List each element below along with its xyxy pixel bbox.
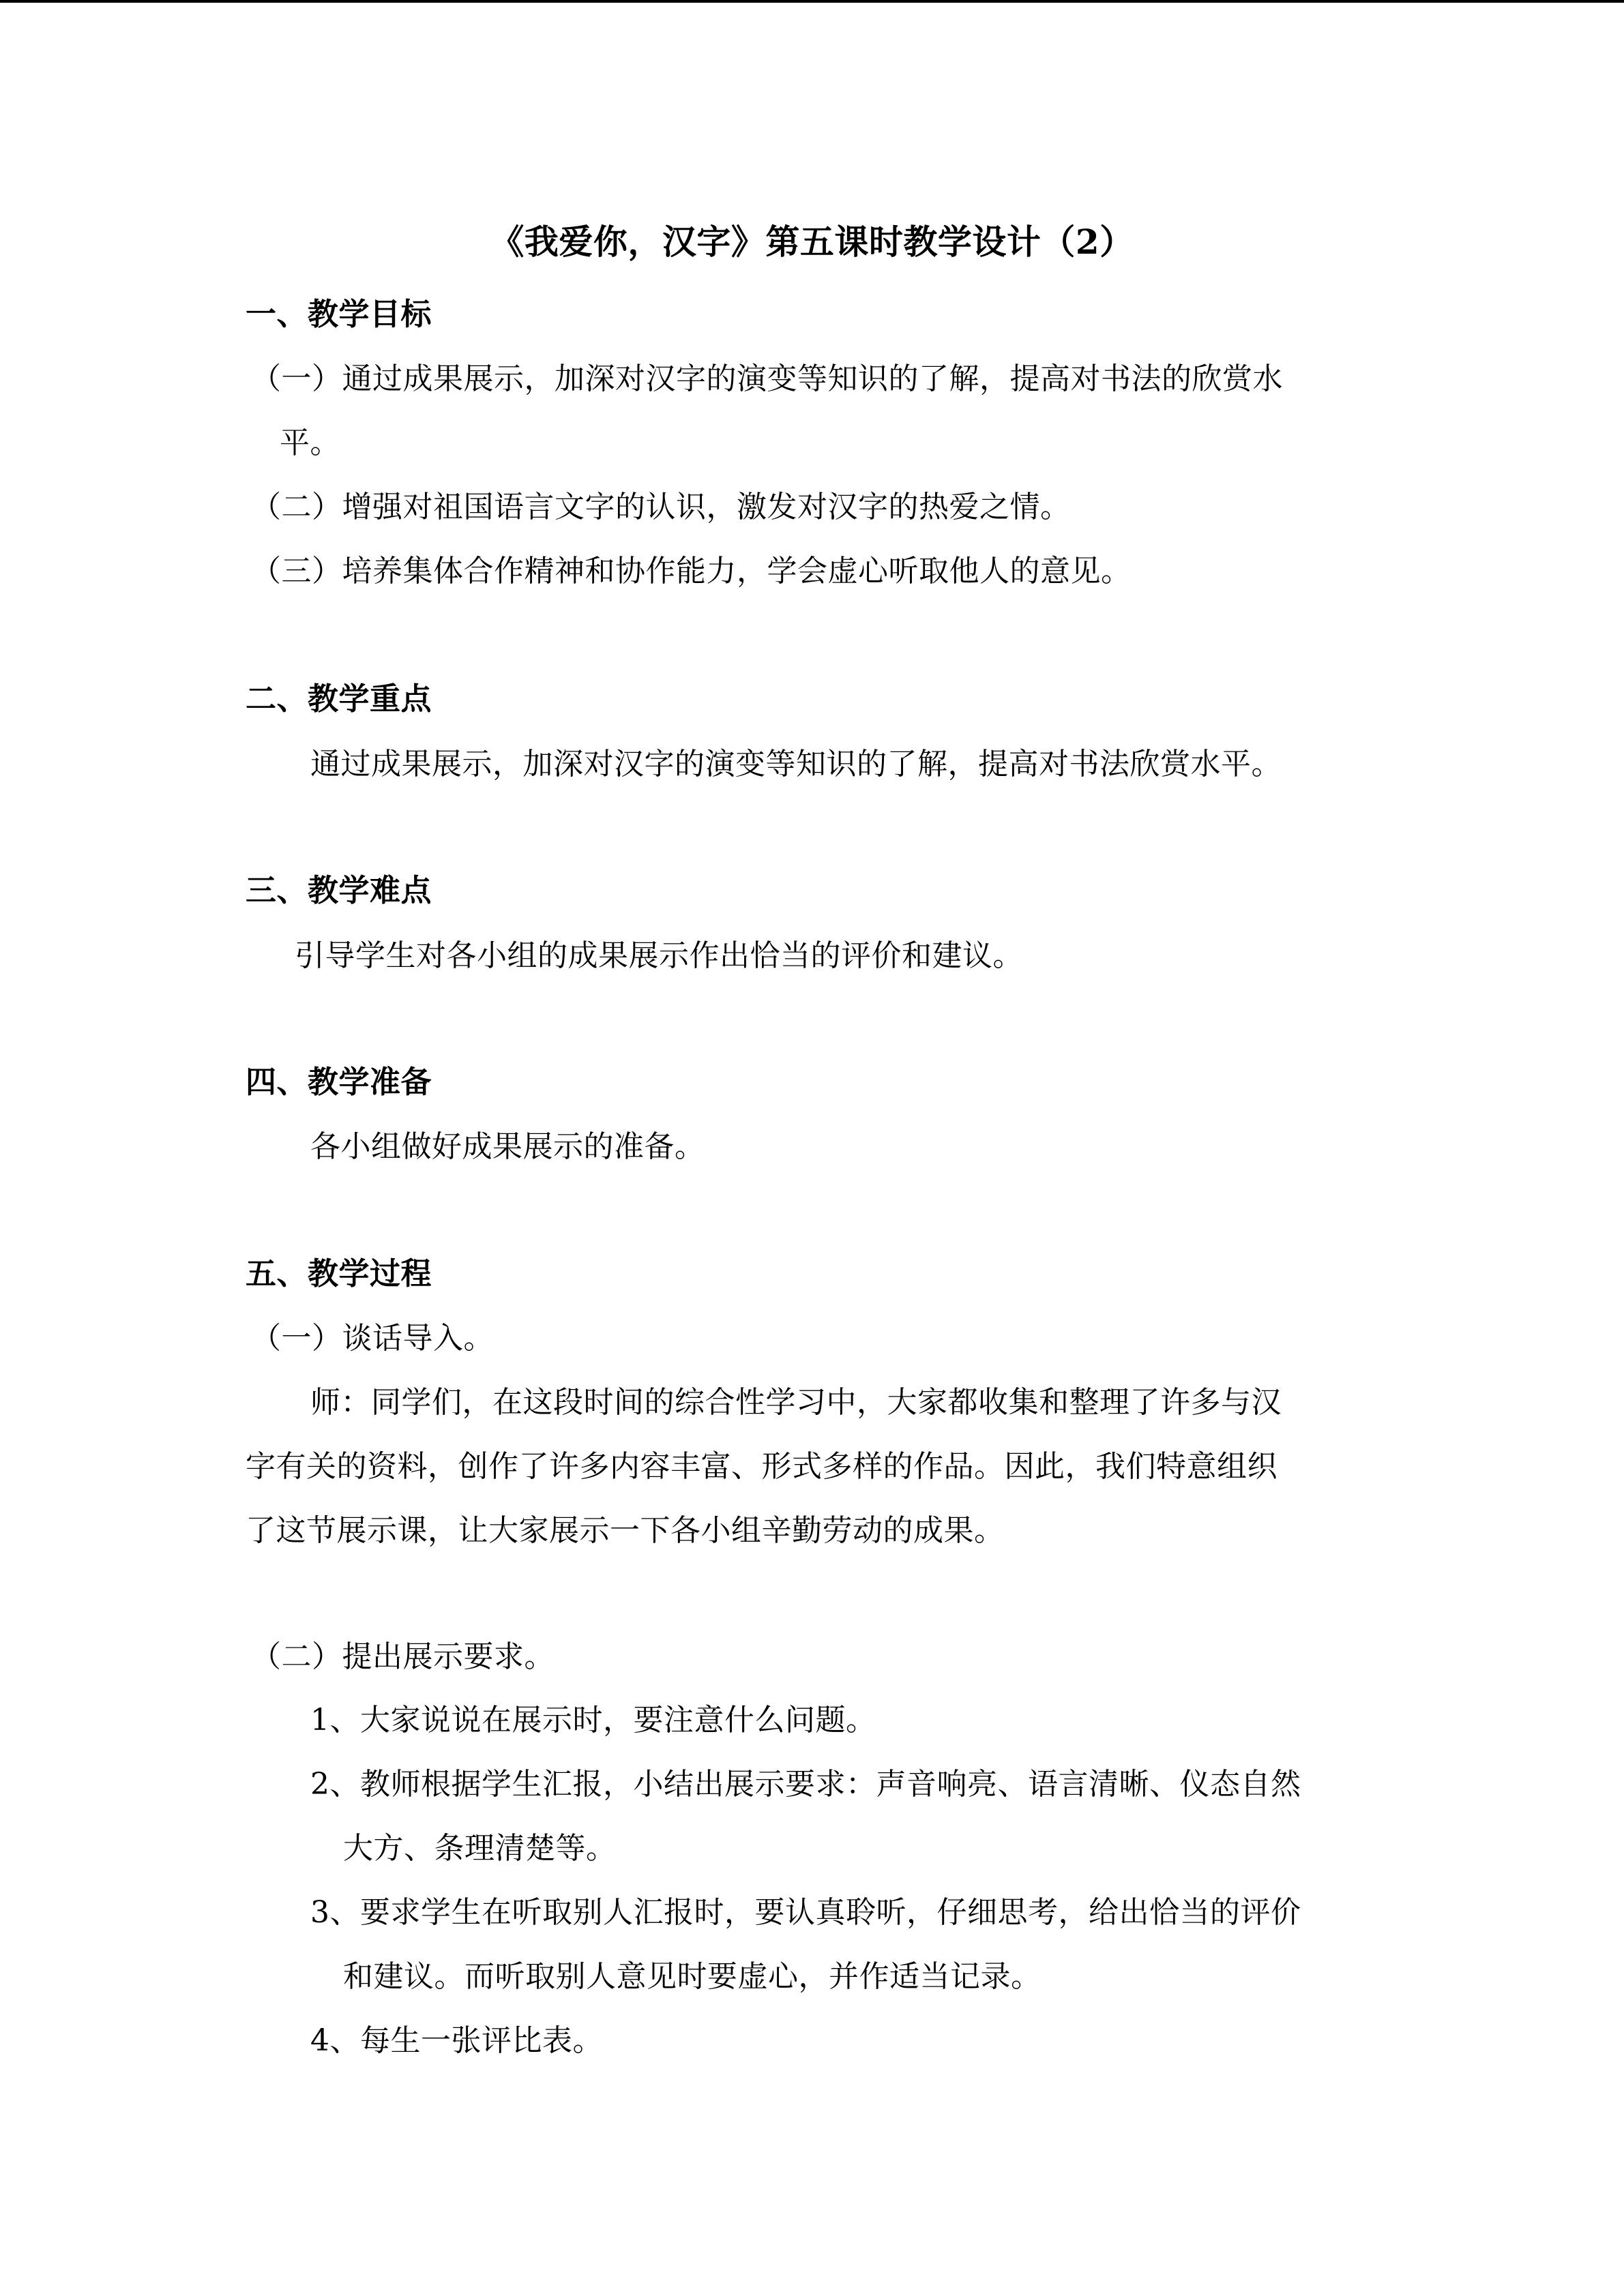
objective-item-1-cont: 平。 bbox=[280, 426, 340, 460]
process-part1-line-2: 字有关的资料，创作了许多内容丰富、形式多样的作品。因此，我们特意组织 bbox=[246, 1449, 1278, 1484]
difficulties-text: 引导学生对各小组的成果展示作出恰当的评价和建议。 bbox=[295, 938, 1023, 973]
process-part1-line-1: 师：同学们，在这段时间的综合性学习中，大家都收集和整理了许多与汉 bbox=[310, 1385, 1282, 1420]
process-part1-line-3: 了这节展示课，让大家展示一下各小组辛勤劳动的成果。 bbox=[246, 1513, 1005, 1548]
objective-item-3: （三）培养集体合作精神和协作能力，学会虚心听取他人的意见。 bbox=[251, 554, 1132, 588]
objective-item-1: （一）通过成果展示，加深对汉字的演变等知识的了解，提高对书法的欣赏水 bbox=[251, 361, 1283, 396]
key-points-text: 通过成果展示，加深对汉字的演变等知识的了解，提高对书法欣赏水平。 bbox=[310, 747, 1282, 781]
section-heading-preparation: 四、教学准备 bbox=[246, 1064, 432, 1100]
section-heading-process: 五、教学过程 bbox=[246, 1255, 432, 1292]
section-heading-objectives: 一、教学目标 bbox=[246, 296, 432, 332]
page-title: 《我爱你，汉字》第五课时教学设计（2） bbox=[490, 222, 1134, 262]
preparation-text: 各小组做好成果展示的准备。 bbox=[310, 1129, 705, 1164]
process-part2-label: （二）提出展示要求。 bbox=[251, 1639, 555, 1674]
process-part1-label: （一）谈话导入。 bbox=[251, 1321, 494, 1356]
process-part2-item-1: 1、大家说说在展示时，要注意什么问题。 bbox=[310, 1703, 876, 1738]
section-heading-difficulties: 三、教学难点 bbox=[246, 872, 432, 908]
process-part2-item-3: 3、要求学生在听取别人汇报时，要认真聆听，仔细思考，给出恰当的评价 bbox=[310, 1895, 1301, 1930]
process-part2-item-4: 4、每生一张评比表。 bbox=[310, 2023, 603, 2058]
process-part2-item-2: 2、教师根据学生汇报，小结出展示要求：声音响亮、语言清晰、仪态自然 bbox=[310, 1767, 1301, 1802]
process-part2-item-2-cont: 大方、条理清楚等。 bbox=[343, 1831, 617, 1866]
process-part2-item-3-cont: 和建议。而听取别人意见时要虚心，并作适当记录。 bbox=[343, 1959, 1042, 1994]
objective-item-2: （二）增强对祖国语言文字的认识，激发对汉字的热爱之情。 bbox=[251, 490, 1071, 524]
section-heading-key-points: 二、教学重点 bbox=[246, 681, 432, 717]
